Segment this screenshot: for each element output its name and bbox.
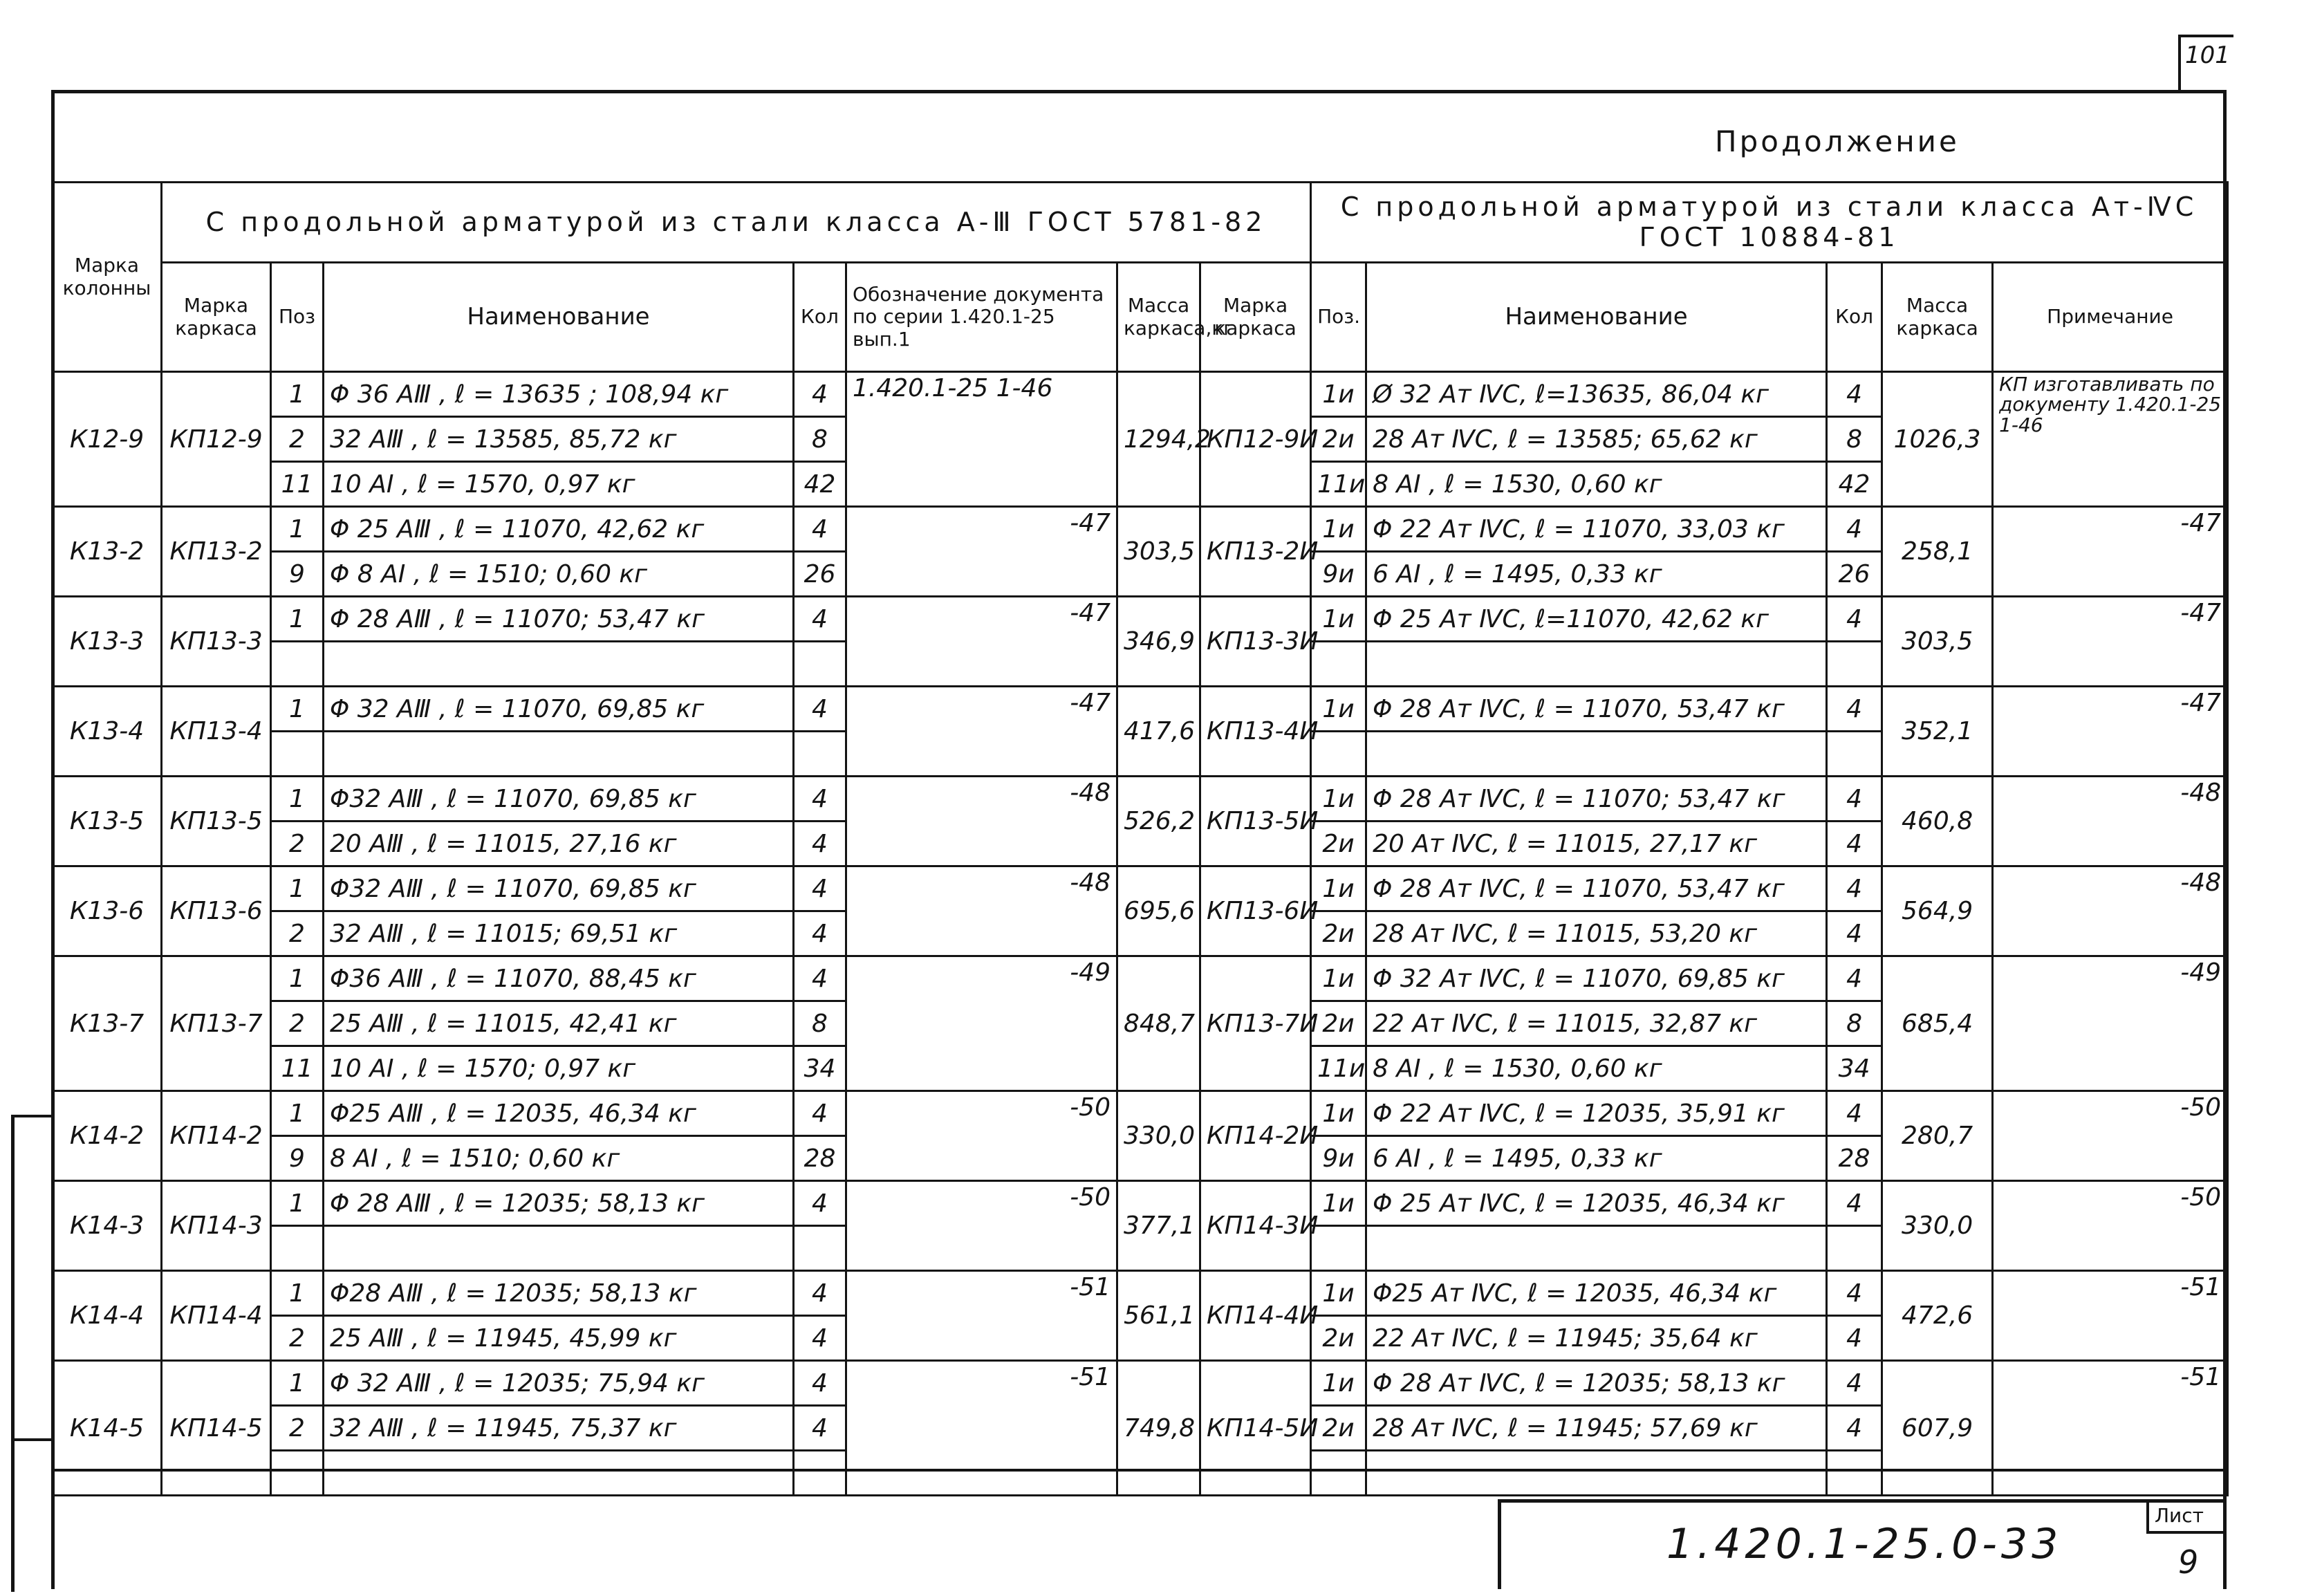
document-ref: -47 [846, 507, 1117, 597]
document-ref: 1.420.1-25 1-46 [846, 372, 1117, 507]
quantity-b: 4 [1827, 507, 1882, 552]
header-mass-a: Масса каркаса,кг [1117, 263, 1200, 372]
table-row [53, 1091, 2228, 1136]
column-mark: К13-3 [53, 597, 162, 687]
bar-name-b: 28 Ат ⅣС, ℓ = 13585; 65,62 кг [1366, 417, 1827, 462]
mass-b: 685,4 [1882, 956, 1993, 1091]
quantity-b: 26 [1827, 552, 1882, 597]
quantity-a: 4 [794, 911, 846, 956]
position-a: 1 [271, 866, 324, 911]
header-frame-mark-a: Марка каркаса [162, 263, 271, 372]
quantity-b: 42 [1827, 462, 1882, 507]
position-b [1311, 732, 1366, 777]
quantity-a: 4 [794, 956, 846, 1001]
quantity-a: 8 [794, 417, 846, 462]
position-b: 11и [1311, 462, 1366, 507]
header-frame-mark-b: Марка каркаса [1200, 263, 1311, 372]
bar-name-b: 8 АⅠ , ℓ = 1530, 0,60 кг [1366, 1046, 1827, 1091]
continuation-heading: Продолжение [1715, 124, 1960, 158]
margin-tick [11, 1115, 53, 1117]
mass-a: 1294,2 [1117, 372, 1200, 507]
position-a: 1 [271, 1271, 324, 1316]
frame-mark-b: КП14-2И [1200, 1091, 1311, 1181]
bar-name-b [1366, 642, 1827, 687]
mass-b: 1026,3 [1882, 372, 1993, 507]
column-mark: К12-9 [53, 372, 162, 507]
bar-name-a: 32 АⅢ , ℓ = 13585, 85,72 кг [324, 417, 794, 462]
quantity-a [794, 1226, 846, 1271]
quantity-b: 4 [1827, 1091, 1882, 1136]
mass-a: 749,8 [1117, 1361, 1200, 1496]
mass-b: 460,8 [1882, 777, 1993, 866]
document-ref: -50 [846, 1091, 1117, 1181]
mass-b: 330,0 [1882, 1181, 1993, 1271]
quantity-a: 4 [794, 777, 846, 822]
position-a: 1 [271, 687, 324, 732]
position-a [271, 1226, 324, 1271]
bar-name-b [1366, 1451, 1827, 1496]
quantity-b: 4 [1827, 866, 1882, 911]
position-b [1311, 1226, 1366, 1271]
table-row [53, 507, 2228, 552]
quantity-a: 4 [794, 1271, 846, 1316]
bar-name-b: 28 Ат ⅣС, ℓ = 11015, 53,20 кг [1366, 911, 1827, 956]
position-b: 2и [1311, 1316, 1366, 1361]
bar-name-a: Φ 8 АⅠ , ℓ = 1510; 0,60 кг [324, 552, 794, 597]
position-a: 1 [271, 956, 324, 1001]
note-cell: -50 [1993, 1091, 2228, 1181]
position-b: 9и [1311, 552, 1366, 597]
position-a: 11 [271, 462, 324, 507]
document-code: 1.420.1-25.0-33 [1666, 1520, 2063, 1568]
mass-a: 561,1 [1117, 1271, 1200, 1361]
quantity-a: 4 [794, 822, 846, 866]
quantity-b: 4 [1827, 1271, 1882, 1316]
column-mark: К14-2 [53, 1091, 162, 1181]
position-b: 1и [1311, 1181, 1366, 1226]
frame-mark-b: КП13-5И [1200, 777, 1311, 866]
frame-mark-b: КП13-2И [1200, 507, 1311, 597]
quantity-b: 4 [1827, 1406, 1882, 1451]
bar-name-b: 8 АⅠ , ℓ = 1530, 0,60 кг [1366, 462, 1827, 507]
frame-mark-b: КП13-6И [1200, 866, 1311, 956]
position-b: 2и [1311, 822, 1366, 866]
table-row [53, 1181, 2228, 1226]
mass-b: 303,5 [1882, 597, 1993, 687]
binding-margin [11, 1115, 53, 1592]
bar-name-b: 22 Ат ⅣС, ℓ = 11015, 32,87 кг [1366, 1001, 1827, 1046]
position-a: 1 [271, 777, 324, 822]
document-ref: -51 [846, 1361, 1117, 1496]
bar-name-b [1366, 732, 1827, 777]
document-ref: -50 [846, 1181, 1117, 1271]
quantity-b: 4 [1827, 911, 1882, 956]
bar-name-a: Φ 28 АⅢ , ℓ = 12035; 58,13 кг [324, 1181, 794, 1226]
header-doc: Обозначение документа по серии 1.420.1-25 вып.1 [846, 263, 1117, 372]
note-cell: -50 [1993, 1181, 2228, 1271]
bar-name-b: Φ 28 Ат ⅣС, ℓ = 11070; 53,47 кг [1366, 777, 1827, 822]
document-ref: -48 [846, 777, 1117, 866]
note-cell: -48 [1993, 866, 2228, 956]
mass-a: 848,7 [1117, 956, 1200, 1091]
mass-a: 330,0 [1117, 1091, 1200, 1181]
mass-b: 607,9 [1882, 1361, 1993, 1496]
quantity-a [794, 732, 846, 777]
document-ref: -49 [846, 956, 1117, 1091]
quantity-a: 8 [794, 1001, 846, 1046]
frame-mark-a: КП13-4 [162, 687, 271, 777]
position-a [271, 1451, 324, 1496]
quantity-a: 34 [794, 1046, 846, 1091]
bar-name-b: Φ 25 Ат ⅣС, ℓ = 12035, 46,34 кг [1366, 1181, 1827, 1226]
column-mark: К14-5 [53, 1361, 162, 1496]
position-a: 1 [271, 1181, 324, 1226]
position-a: 11 [271, 1046, 324, 1091]
document-ref: -47 [846, 597, 1117, 687]
bar-name-b: Φ25 Ат ⅣС, ℓ = 12035, 46,34 кг [1366, 1271, 1827, 1316]
position-b: 1и [1311, 687, 1366, 732]
mass-b: 280,7 [1882, 1091, 1993, 1181]
quantity-b: 4 [1827, 1316, 1882, 1361]
note-cell: -51 [1993, 1361, 2228, 1496]
bar-name-a [324, 1226, 794, 1271]
header-name-b: Наименование [1366, 263, 1827, 372]
position-b: 2и [1311, 1001, 1366, 1046]
header-note: Примечание [1993, 263, 2228, 372]
frame-mark-a: КП13-6 [162, 866, 271, 956]
position-b: 1и [1311, 372, 1366, 417]
mass-a: 417,6 [1117, 687, 1200, 777]
quantity-a: 28 [794, 1136, 846, 1181]
position-a: 2 [271, 822, 324, 866]
header-group-a: С продольной арматурой из стали класса А-Ⅲ ГОСТ 5781-82 [162, 183, 1311, 263]
frame-mark-a: КП14-3 [162, 1181, 271, 1271]
quantity-a: 42 [794, 462, 846, 507]
bar-name-a: Φ25 АⅢ , ℓ = 12035, 46,34 кг [324, 1091, 794, 1136]
bar-name-a [324, 1451, 794, 1496]
note-cell: -47 [1993, 507, 2228, 597]
position-a: 1 [271, 507, 324, 552]
group-header-row [53, 183, 2228, 263]
bar-name-b: Φ 22 Ат ⅣС, ℓ = 12035, 35,91 кг [1366, 1091, 1827, 1136]
quantity-a [794, 1451, 846, 1496]
table-row [53, 866, 2228, 911]
header-qty-b: Кол [1827, 263, 1882, 372]
position-b: 2и [1311, 1406, 1366, 1451]
quantity-a: 4 [794, 597, 846, 642]
quantity-a: 4 [794, 1091, 846, 1136]
quantity-b: 4 [1827, 597, 1882, 642]
position-b: 1и [1311, 1271, 1366, 1316]
frame-mark-a: КП13-2 [162, 507, 271, 597]
bar-name-b: Φ 28 Ат ⅣС, ℓ = 11070, 53,47 кг [1366, 687, 1827, 732]
frame-mark-a: КП12-9 [162, 372, 271, 507]
column-header-row [53, 263, 2228, 372]
bar-name-b: 22 Ат ⅣС, ℓ = 11945; 35,64 кг [1366, 1316, 1827, 1361]
bottom-rule [51, 1469, 2227, 1472]
column-mark: К13-5 [53, 777, 162, 866]
bar-name-b: Φ 25 Ат ⅣС, ℓ=11070, 42,62 кг [1366, 597, 1827, 642]
spec-table [51, 181, 2229, 1496]
header-name-a: Наименование [324, 263, 794, 372]
bar-name-a: Φ28 АⅢ , ℓ = 12035; 58,13 кг [324, 1271, 794, 1316]
mass-b: 258,1 [1882, 507, 1993, 597]
quantity-b: 8 [1827, 1001, 1882, 1046]
note-cell: -48 [1993, 777, 2228, 866]
table-row [53, 372, 2228, 417]
bar-name-a: 8 АⅠ , ℓ = 1510; 0,60 кг [324, 1136, 794, 1181]
bar-name-a: 10 АⅠ , ℓ = 1570; 0,97 кг [324, 1046, 794, 1091]
mass-a: 526,2 [1117, 777, 1200, 866]
frame-mark-b: КП12-9И [1200, 372, 1311, 507]
bar-name-b: 6 АⅠ , ℓ = 1495, 0,33 кг [1366, 1136, 1827, 1181]
bar-name-b: 20 Ат ⅣС, ℓ = 11015, 27,17 кг [1366, 822, 1827, 866]
bar-name-a: 32 АⅢ , ℓ = 11945, 75,37 кг [324, 1406, 794, 1451]
note-cell: -47 [1993, 687, 2228, 777]
quantity-a: 26 [794, 552, 846, 597]
quantity-b [1827, 1451, 1882, 1496]
quantity-a: 4 [794, 1316, 846, 1361]
bar-name-b: Φ 28 Ат ⅣС, ℓ = 11070, 53,47 кг [1366, 866, 1827, 911]
quantity-b: 34 [1827, 1046, 1882, 1091]
bar-name-a: Φ 36 АⅢ , ℓ = 13635 ; 108,94 кг [324, 372, 794, 417]
mass-b: 352,1 [1882, 687, 1993, 777]
frame-mark-b: КП13-7И [1200, 956, 1311, 1091]
quantity-b: 4 [1827, 1181, 1882, 1226]
quantity-b: 4 [1827, 687, 1882, 732]
quantity-b [1827, 642, 1882, 687]
mass-b: 564,9 [1882, 866, 1993, 956]
header-column-mark: Марка колонны [53, 183, 162, 372]
spec-body [53, 372, 2228, 1496]
frame-mark-b: КП13-3И [1200, 597, 1311, 687]
position-b: 11и [1311, 1046, 1366, 1091]
position-a: 2 [271, 1316, 324, 1361]
column-mark: К13-4 [53, 687, 162, 777]
mass-a: 695,6 [1117, 866, 1200, 956]
position-b: 2и [1311, 417, 1366, 462]
frame-mark-a: КП13-7 [162, 956, 271, 1091]
position-a: 9 [271, 1136, 324, 1181]
bar-name-a: 20 АⅢ , ℓ = 11015, 27,16 кг [324, 822, 794, 866]
quantity-a: 4 [794, 507, 846, 552]
bar-name-b: Ø 32 Ат ⅣС, ℓ=13635, 86,04 кг [1366, 372, 1827, 417]
bar-name-b: Φ 28 Ат ⅣС, ℓ = 12035; 58,13 кг [1366, 1361, 1827, 1406]
quantity-b: 4 [1827, 372, 1882, 417]
bar-name-a: 25 АⅢ , ℓ = 11945, 45,99 кг [324, 1316, 794, 1361]
table-row [53, 687, 2228, 732]
frame-mark-a: КП13-3 [162, 597, 271, 687]
position-b: 1и [1311, 956, 1366, 1001]
margin-tick [11, 1438, 53, 1441]
bar-name-b: 6 АⅠ , ℓ = 1495, 0,33 кг [1366, 552, 1827, 597]
position-b: 1и [1311, 507, 1366, 552]
column-mark: К14-3 [53, 1181, 162, 1271]
quantity-a [794, 642, 846, 687]
position-b [1311, 1451, 1366, 1496]
frame-mark-a: КП14-2 [162, 1091, 271, 1181]
quantity-b: 4 [1827, 777, 1882, 822]
quantity-b: 28 [1827, 1136, 1882, 1181]
frame-mark-b: КП14-5И [1200, 1361, 1311, 1496]
bar-name-b: Φ 32 Ат ⅣС, ℓ = 11070, 69,85 кг [1366, 956, 1827, 1001]
position-b: 9и [1311, 1136, 1366, 1181]
note-cell: -51 [1993, 1271, 2228, 1361]
position-a: 1 [271, 597, 324, 642]
bar-name-a: Φ 32 АⅢ , ℓ = 12035; 75,94 кг [324, 1361, 794, 1406]
column-mark: К13-2 [53, 507, 162, 597]
frame-mark-a: КП13-5 [162, 777, 271, 866]
quantity-a: 4 [794, 372, 846, 417]
header-pos-a: Поз [271, 263, 324, 372]
quantity-b [1827, 1226, 1882, 1271]
document-ref: -47 [846, 687, 1117, 777]
position-b: 2и [1311, 911, 1366, 956]
header-pos-b: Поз. [1311, 263, 1366, 372]
bar-name-a: 25 АⅢ , ℓ = 11015, 42,41 кг [324, 1001, 794, 1046]
frame-mark-b: КП13-4И [1200, 687, 1311, 777]
note-cell: КП изготавливать по документу 1.420.1-25 1-46 [1993, 372, 2228, 507]
table-row [53, 1271, 2228, 1316]
bar-name-a: Φ32 АⅢ , ℓ = 11070, 69,85 кг [324, 866, 794, 911]
position-a: 1 [271, 1361, 324, 1406]
bar-name-a: Φ 28 АⅢ , ℓ = 11070; 53,47 кг [324, 597, 794, 642]
sheet-number: 9 [2178, 1543, 2199, 1581]
bar-name-a: Φ32 АⅢ , ℓ = 11070, 69,85 кг [324, 777, 794, 822]
position-b [1311, 642, 1366, 687]
note-cell: -47 [1993, 597, 2228, 687]
mass-a: 346,9 [1117, 597, 1200, 687]
table-row [53, 956, 2228, 1001]
column-mark: К13-7 [53, 956, 162, 1091]
position-a: 2 [271, 1001, 324, 1046]
bar-name-b: 28 Ат ⅣС, ℓ = 11945; 57,69 кг [1366, 1406, 1827, 1451]
quantity-b: 4 [1827, 822, 1882, 866]
quantity-a: 4 [794, 1406, 846, 1451]
frame-mark-b: КП14-3И [1200, 1181, 1311, 1271]
frame-mark-a: КП14-5 [162, 1361, 271, 1496]
quantity-a: 4 [794, 687, 846, 732]
mass-a: 303,5 [1117, 507, 1200, 597]
quantity-a: 4 [794, 1361, 846, 1406]
frame-mark-b: КП14-4И [1200, 1271, 1311, 1361]
bar-name-a: 32 АⅢ , ℓ = 11015; 69,51 кг [324, 911, 794, 956]
header-qty-a: Кол [794, 263, 846, 372]
document-ref: -51 [846, 1271, 1117, 1361]
quantity-a: 4 [794, 1181, 846, 1226]
position-a: 1 [271, 1091, 324, 1136]
position-a [271, 732, 324, 777]
bar-name-b [1366, 1226, 1827, 1271]
table-row [53, 777, 2228, 822]
position-a: 2 [271, 911, 324, 956]
bar-name-a: Φ 25 АⅢ , ℓ = 11070, 42,62 кг [324, 507, 794, 552]
quantity-b: 4 [1827, 956, 1882, 1001]
position-a: 2 [271, 1406, 324, 1451]
mass-a: 377,1 [1117, 1181, 1200, 1271]
position-a: 2 [271, 417, 324, 462]
position-a: 9 [271, 552, 324, 597]
bar-name-a [324, 642, 794, 687]
column-mark: К14-4 [53, 1271, 162, 1361]
bar-name-a: 10 АⅠ , ℓ = 1570, 0,97 кг [324, 462, 794, 507]
position-b: 1и [1311, 1091, 1366, 1136]
position-b: 1и [1311, 866, 1366, 911]
header-mass-b: Масса каркаса [1882, 263, 1993, 372]
position-b: 1и [1311, 597, 1366, 642]
position-b: 1и [1311, 1361, 1366, 1406]
quantity-a: 4 [794, 866, 846, 911]
bar-name-a: Φ36 АⅢ , ℓ = 11070, 88,45 кг [324, 956, 794, 1001]
position-a: 1 [271, 372, 324, 417]
position-a [271, 642, 324, 687]
mass-b: 472,6 [1882, 1271, 1993, 1361]
quantity-b: 8 [1827, 417, 1882, 462]
quantity-b: 4 [1827, 1361, 1882, 1406]
sheet-label: Лист [2155, 1504, 2204, 1527]
table-row [53, 1361, 2228, 1406]
bar-name-a [324, 732, 794, 777]
table-row [53, 597, 2228, 642]
note-cell: -49 [1993, 956, 2228, 1091]
frame-mark-a: КП14-4 [162, 1271, 271, 1361]
document-ref: -48 [846, 866, 1117, 956]
column-mark: К13-6 [53, 866, 162, 956]
quantity-b [1827, 732, 1882, 777]
corner-page-number: 101 [2185, 41, 2230, 69]
bar-name-b: Φ 22 Ат ⅣС, ℓ = 11070, 33,03 кг [1366, 507, 1827, 552]
position-b: 1и [1311, 777, 1366, 822]
header-group-b: С продольной арматурой из стали класса Ат-ⅣС ГОСТ 10884-81 [1311, 183, 2228, 263]
bar-name-a: Φ 32 АⅢ , ℓ = 11070, 69,85 кг [324, 687, 794, 732]
